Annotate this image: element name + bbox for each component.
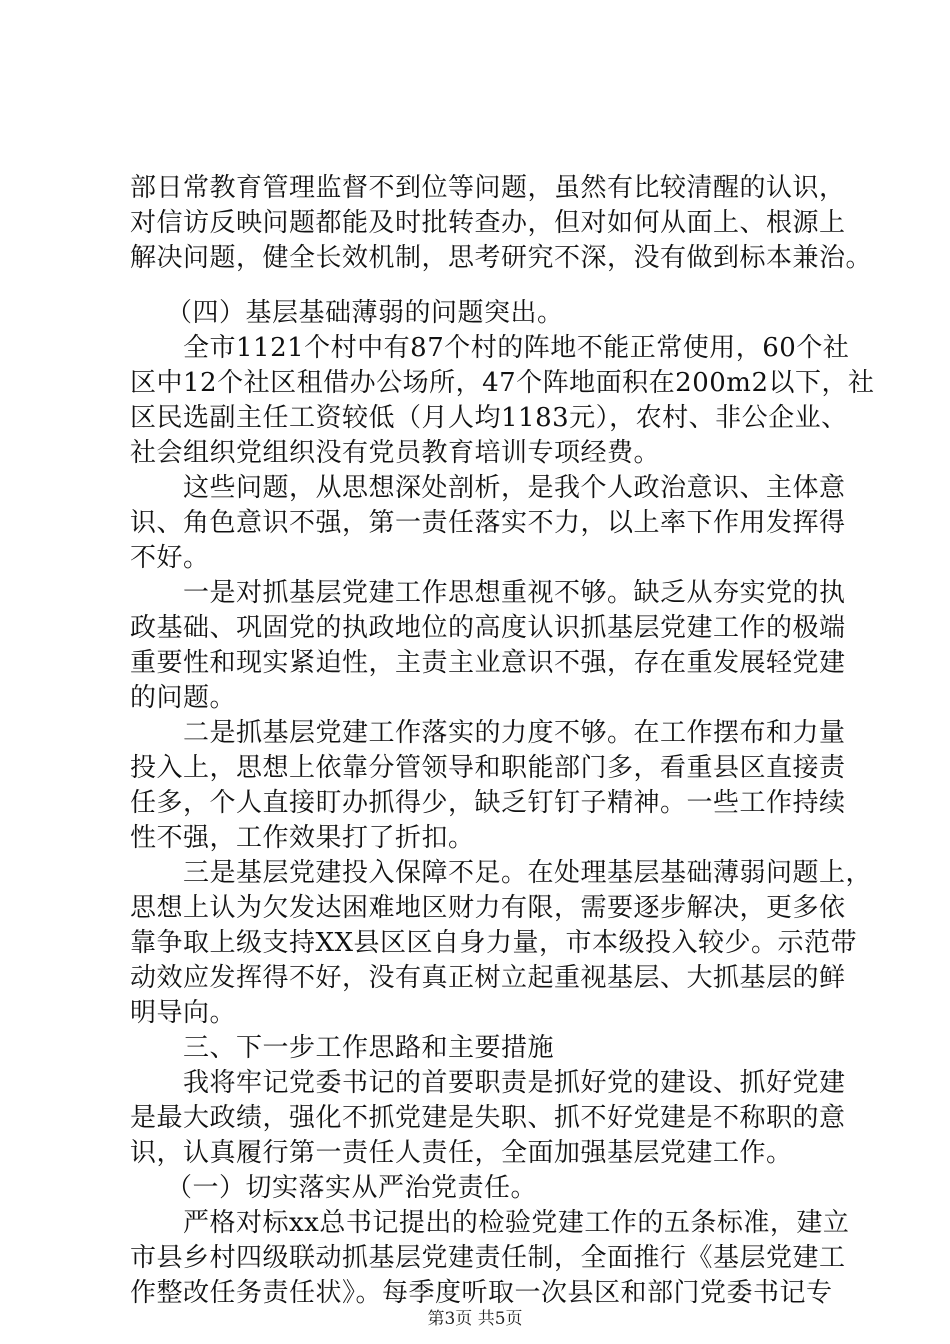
section-heading: 三、下一步工作思路和主要措施 — [183, 1033, 555, 1063]
text-line: 这些问题，从思想深处剖析，是我个人政治意识、主体意 — [183, 473, 846, 503]
text-line: 识，认真履行第一责任人责任，全面加强基层党建工作。 — [130, 1138, 793, 1168]
text-line: 靠争取上级支持XX县区区自身力量，市本级投入较少。示范带 — [130, 928, 858, 958]
text-line: 二是抓基层党建工作落实的力度不够。在工作摆布和力量 — [183, 718, 846, 748]
text-line: 性不强，工作效果打了折扣。 — [130, 823, 475, 853]
text-line: 部日常教育管理监督不到位等问题，虽然有比较清醒的认识， — [130, 173, 846, 203]
text-line: 市县乡村四级联动抓基层党建责任制，全面推行《基层党建工 — [130, 1243, 846, 1273]
text-line: 社会组织党组织没有党员教育培训专项经费。 — [130, 438, 661, 468]
text-line: 严格对标xx总书记提出的检验党建工作的五条标准，建立 — [183, 1208, 850, 1238]
text-line: 对信访反映问题都能及时批转查办，但对如何从面上、根源上 — [130, 208, 846, 238]
text-line: 明导向。 — [130, 998, 237, 1028]
text-line: 区中12个社区租借办公场所，47个阵地面积在200m2以下，社 — [130, 368, 875, 398]
text-line: 的问题。 — [130, 683, 237, 713]
text-line: 我将牢记党委书记的首要职责是抓好党的建设、抓好党建 — [183, 1068, 846, 1098]
text-line: 政基础、巩固党的执政地位的高度认识抓基层党建工作的极端 — [130, 613, 846, 643]
text-line: 区民选副主任工资较低（月人均1183元），农村、非公企业、 — [130, 403, 848, 433]
text-line: 作整改任务责任状》。每季度听取一次县区和部门党委书记专 — [130, 1278, 833, 1308]
page-footer: 第3页 共5页 — [427, 1309, 523, 1329]
text-line: 识、角色意识不强，第一责任落实不力，以上率下作用发挥得 — [130, 508, 846, 538]
text-line: 一是对抓基层党建工作思想重视不够。缺乏从夯实党的执 — [183, 578, 846, 608]
text-line: 投入上，思想上依靠分管领导和职能部门多，看重县区直接责 — [130, 753, 846, 783]
text-line: 动效应发挥得不好，没有真正树立起重视基层、大抓基层的鲜 — [130, 963, 846, 993]
section-heading: （一）切实落实从严治党责任。 — [166, 1173, 538, 1203]
text-line: 思想上认为欠发达困难地区财力有限，需要逐步解决，更多依 — [130, 893, 846, 923]
text-line: 任多，个人直接盯办抓得少，缺乏钉钉子精神。一些工作持续 — [130, 788, 846, 818]
text-line: 解决问题，健全长效机制，思考研究不深，没有做到标本兼治。 — [130, 243, 873, 273]
section-heading: （四）基层基础薄弱的问题突出。 — [166, 298, 564, 328]
text-line: 三是基层党建投入保障不足。在处理基层基础薄弱问题上， — [183, 858, 873, 888]
text-line: 全市1121个村中有87个村的阵地不能正常使用，60个社 — [183, 333, 850, 363]
text-line: 是最大政绩，强化不抓党建是失职、抓不好党建是不称职的意 — [130, 1103, 846, 1133]
text-line: 不好。 — [130, 543, 210, 573]
text-line: 重要性和现实紧迫性，主责主业意识不强，存在重发展轻党建 — [130, 648, 846, 678]
